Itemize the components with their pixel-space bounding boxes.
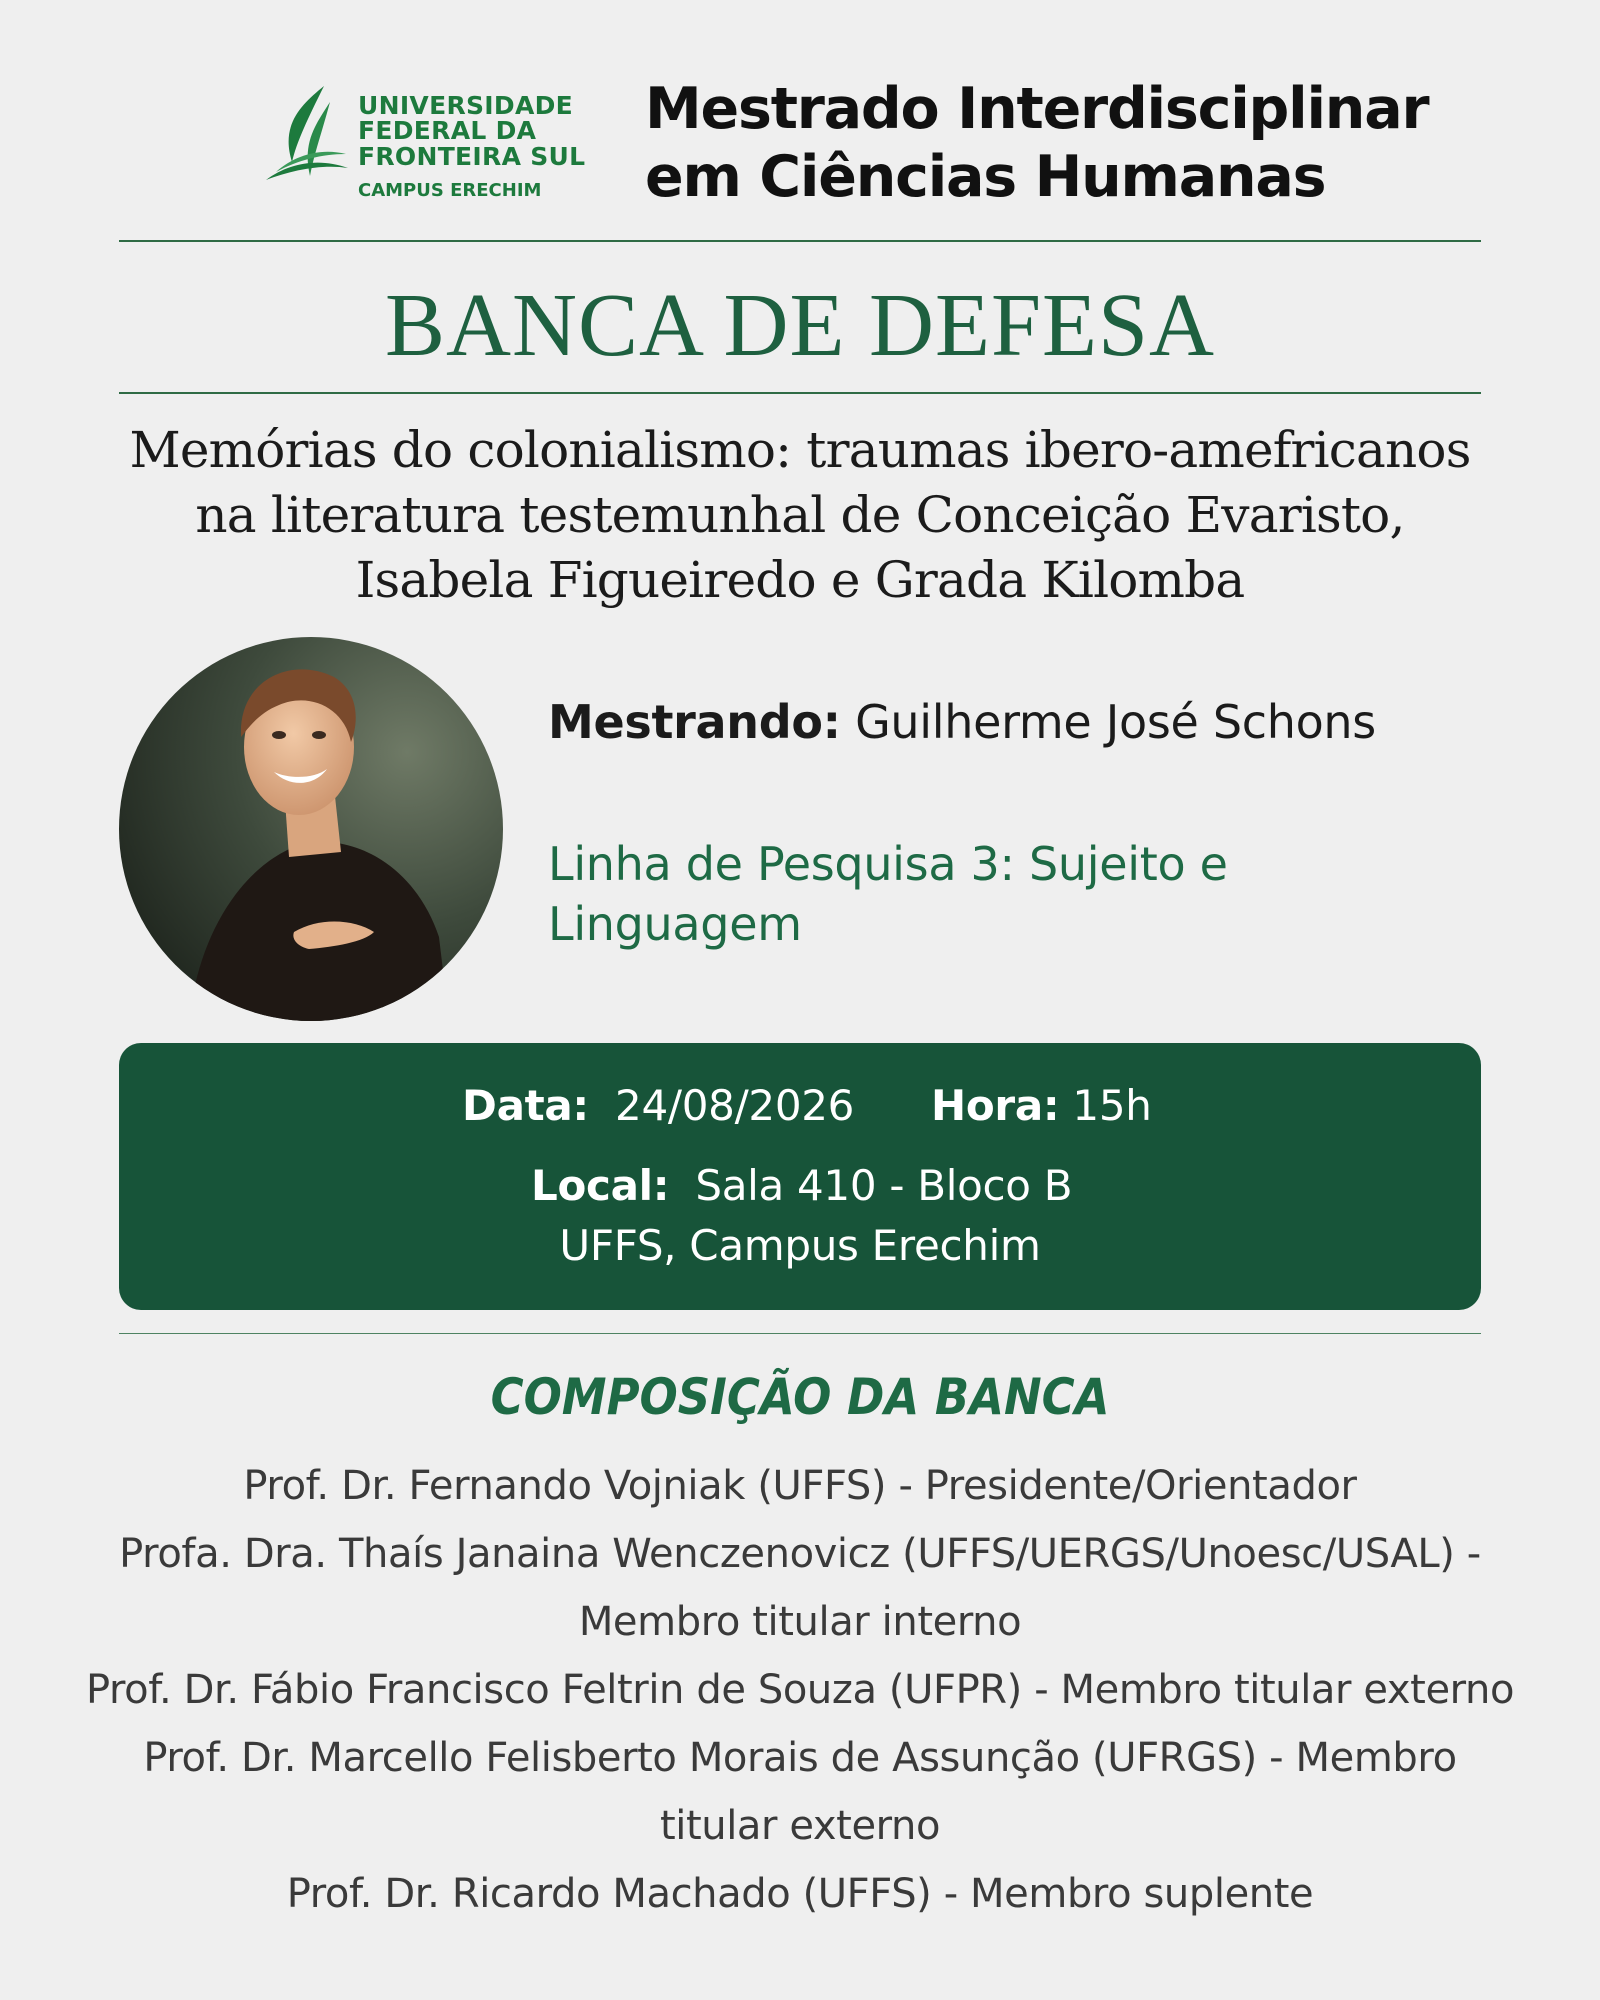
divider-under-title xyxy=(119,392,1481,394)
student-line xyxy=(548,695,1376,749)
thesis-title-line: Isabela Figueiredo e Grada Kilomba xyxy=(355,551,1245,609)
committee-member-line: Prof. Dr. Marcello Felisberto Morais de Assunção (UFRGS) - Membro xyxy=(143,1735,1457,1781)
committee-title: COMPOSIÇÃO DA BANCA xyxy=(490,1368,1110,1426)
divider-committee xyxy=(119,1333,1481,1334)
hour-label: Hora: xyxy=(931,1081,1060,1130)
hour-row xyxy=(931,1081,1152,1130)
committee-member-line: Membro titular interno xyxy=(578,1599,1022,1645)
event-info-box xyxy=(119,1043,1481,1310)
local-value: Sala 410 - Bloco B xyxy=(695,1161,1073,1210)
research-line-text: Linguagem xyxy=(548,897,802,951)
research-line xyxy=(548,834,1448,954)
local-label: Local: xyxy=(531,1161,670,1210)
research-line-text: Linha de Pesquisa 3: Sujeito e xyxy=(548,837,1228,891)
committee-member-line: Profa. Dra. Thaís Janaina Wenczenovicz (UFFS/UERGS/Unoesc/USAL) - xyxy=(119,1531,1481,1577)
committee-member-line: Prof. Dr. Fábio Francisco Feltrin de Souza (UFPR) - Membro titular externo xyxy=(85,1667,1515,1713)
committee-member-line: Prof. Dr. Ricardo Machado (UFFS) - Membro suplente xyxy=(286,1871,1314,1917)
logo-text-line3: FRONTEIRA SUL xyxy=(358,142,586,171)
page-title: BANCA DE DEFESA xyxy=(384,276,1216,375)
local-line2: UFFS, Campus Erechim xyxy=(559,1221,1041,1270)
student-portrait xyxy=(119,637,503,1021)
date-row xyxy=(462,1081,854,1130)
logo-text-line1: UNIVERSIDADE xyxy=(358,91,574,120)
program-title-line2: em Ciências Humanas xyxy=(645,144,1326,210)
date-value: 24/08/2026 xyxy=(615,1081,855,1130)
university-logo xyxy=(262,82,602,212)
logo-campus: CAMPUS ERECHIM xyxy=(358,180,542,201)
hour-value: 15h xyxy=(1072,1081,1152,1130)
divider-top xyxy=(119,240,1481,242)
logo-text-line2: FEDERAL DA xyxy=(358,116,537,145)
committee-member-line: titular externo xyxy=(659,1803,941,1849)
date-label: Data: xyxy=(462,1081,589,1130)
committee-list xyxy=(0,1452,1600,1928)
thesis-title-line: na literatura testemunhal de Conceição Evaristo, xyxy=(195,486,1405,544)
committee-member-line: Prof. Dr. Fernando Vojniak (UFFS) - Presidente/Orientador xyxy=(243,1463,1357,1509)
student-name: Guilherme José Schons xyxy=(855,695,1376,749)
flame-leaf-icon xyxy=(262,84,352,184)
thesis-title-line: Memórias do colonialismo: traumas ibero-amefricanos xyxy=(129,421,1471,479)
thesis-title xyxy=(60,418,1540,613)
student-label: Mestrando: xyxy=(548,695,841,749)
local-row xyxy=(531,1161,1072,1210)
program-title-line1: Mestrado Interdisciplinar xyxy=(645,76,1429,142)
